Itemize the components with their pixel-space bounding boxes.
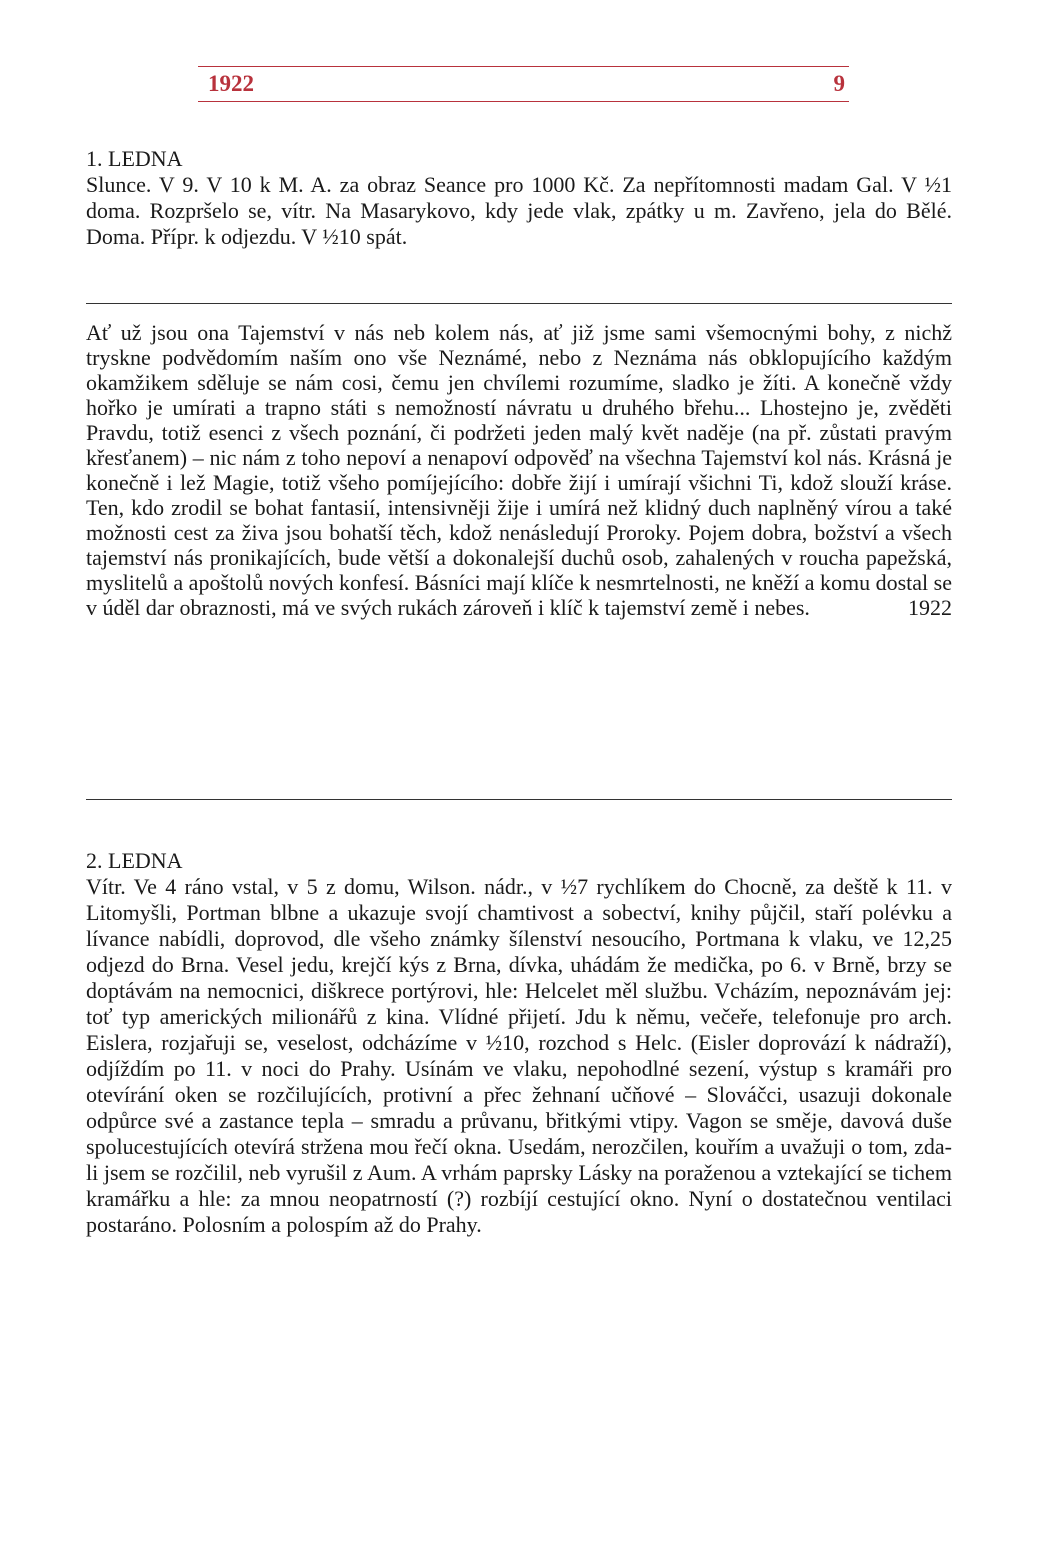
reflection-year: 1922 (908, 595, 952, 620)
reflection-text: Ať už jsou ona Tajemství v nás neb kolem nás, ať již jsme sami všemocnými bohy, z nichž tryskne podvědomím naším ono vše Neznámé, nebo z Neznáma nás obklopujícího každým okamžikem sděluje se nám cosi, čemu jen chvílemi rozumíme, sladko je žíti. A konečně vždy hořko je umírati a trapno státi s nemožností návratu u druhého břehu... Lhostejno je, zvěděti Pravdu, totiž esenci z všech poznání, či podržeti jeden malý květ naděje (na př. zůstati pravým křesťanem) – nic nám z toho nepoví a nenapoví odpověď na všechna Tajemství kol nás. Krásná je konečně i lež Magie, totiž všeho pomíjejícího: dobře žijí i umírají všichni Ti, kdož slouží kráse. Ten, kdo zrodil se bohat fantasií, intensivněji žije i umírá než klidný duch naplněný vírou a také možnosti cest za živa jsou bohatší těch, kdož nenásledují Proroky. Pojem dobra, božství a všech tajemství nás pronikajících, bude větší a dokonalejší duchů osob, zahalených v roucha papežská, myslitelů a apoštolů nových konfesí. Básníci mají klíče k nesmrtelnosti, ne kněží a komu dostal se v úděl dar obraznosti, má ve svých rukách zároveň i klíč k tajemství země i nebes. (86, 320, 952, 620)
entry-date: 1. LEDNA (86, 146, 183, 171)
entry-text: Vítr. Ve 4 ráno vstal, v 5 z domu, Wilson. nádr., v ½7 rychlíkem do Chocně, za deště k 11. v Litomyšli, Portman blbne a ukazuje svojí chamtivost a sobectví, knihy půjčil, staří polévku a lívance nabídli, doprovod, dle všeho známky šílenství nesoucího, Portmana k vlaku, ve 12,25 odjezd do Brna. Vesel jedu, krejčí kýs z Brna, dívka, uhádám že medička, po 6. v Brně, brzy se doptávám na nemocnici, diškrece portýrovi, hle: Helcelet měl službu. Vcházím, nepoznávám jej: toť typ amerických milionářů z kina. Vlídné přijetí. Jdu k němu, večeře, telefonuje pro arch. Eislera, rozjařuji se, veselost, odcházíme v ½10, rozchod s Helc. (Eisler doprovází k nádraží), odjíždím po 11. v noci do Prahy. Usínám ve vlaku, nepohodlné sezení, výstup s kramáři pro otevírání oken se rozčilujících, protivní a přec žehnaní učňové – Slováčci, usazuji dokonale odpůrce své a zastance tepla – smradu a průvanu, břitkými vtipy. Vagon se směje, davová duše spolucestujících otevírá stržena mou řečí okna. Usedám, nerozčilen, kouřím a uvažuji o tom, zda-li jsem se rozčilil, neb vyrušil z Aum. A vrhám paprsky Lásky na poraženou a vztekající se tichem kramářku a hle: za mnou neopatrností (?) rozbíjí cestující okno. Nyní o dostatečnou ventilaci postaráno. Polosním a polospím až do Prahy. (86, 874, 952, 1237)
page-number: 9 (833, 71, 845, 96)
entry-text: Slunce. V 9. V 10 k M. A. za obraz Seance pro 1000 Kč. Za nepřítomnosti madam Gal. V ½1 doma. Rozpršelo se, vítr. Na Masarykovo, kdy jede vlak, zpátky u m. Zavřeno, jela do Bělé. Doma. Přípr. k odjezdu. V ½10 spát. (86, 172, 952, 249)
section-divider-bottom (86, 799, 952, 800)
section-divider-top (86, 303, 952, 304)
entry-date: 2. LEDNA (86, 848, 183, 873)
diary-entry-jan-2 (86, 848, 952, 1238)
reflection-passage (86, 320, 952, 620)
diary-entry-jan-1 (86, 146, 952, 250)
header-year: 1922 (208, 71, 254, 96)
running-header (198, 66, 849, 102)
